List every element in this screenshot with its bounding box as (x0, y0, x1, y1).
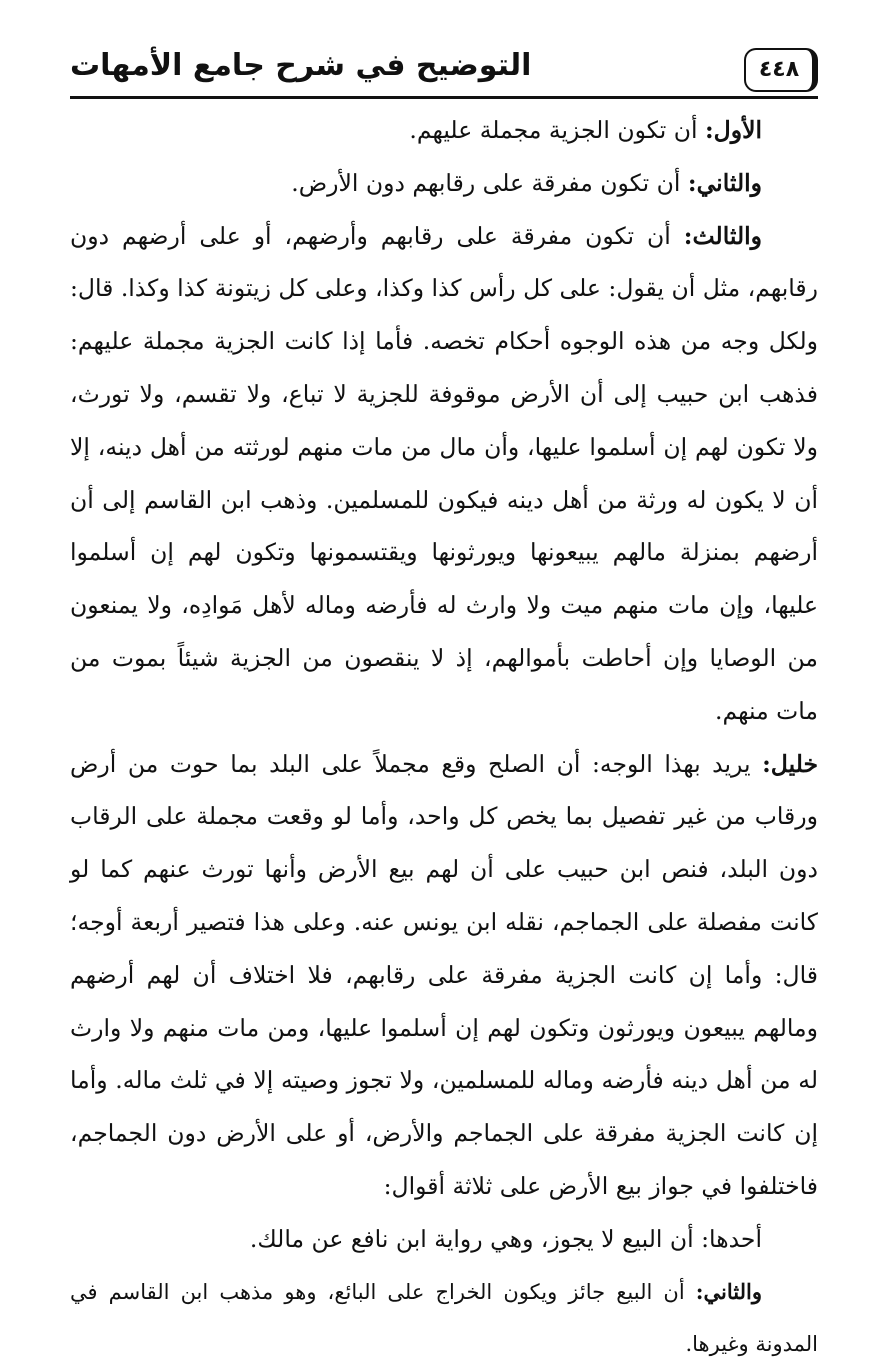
paragraph-text: أحدها: أن البيع لا يجوز، وهي رواية ابن نافع عن مالك. (249, 1224, 762, 1253)
paragraph-text: يريد بهذا الوجه: أن الصلح وقع مجملاً على البلد بما حوت من أرض ورقاب من غير تفصيل بما يخص كل واحد، وأما لو وقعت مجملة على الرقاب دون البلد، فنص ابن حبيب على أن لهم بيع الأرض وأنها تورث عنهم كما لو كانت مفصلة على الجماجم، نقله ابن يونس عنه. وعلى هذا فتصير أربعة أوجه؛ قال: وأما إن كانت الجزية مفرقة على رقابهم، فلا اختلاف أن لهم أرضهم ومالهم يبيعون ويورثون وتكون لهم إن أسلموا عليها، ومن مات منهم ولا وارث له من أهل دينه فأرضه وماله للمسلمين، ولا تجوز وصيته إلا في ثلث ماله. وأما إن كانت الجزية مفرقة على الجماجم والأرض، أو على الأرض دون الجماجم، فاختلفوا في جواز بيع الأرض على ثلاثة أقوال: (70, 749, 818, 1200)
paragraph-text: أن البيع جائز ويكون الخراج على البائع، وهو مذهب ابن القاسم في المدونة وغيرها. (70, 1279, 818, 1357)
paragraph-lead: الأول: (704, 116, 762, 144)
paragraph-lead: والثاني: (695, 1278, 762, 1304)
paragraph-opinion-two (70, 1266, 818, 1371)
paragraph-opinion-one (70, 1213, 818, 1266)
paragraph-text: أن تكون مفرقة على رقابهم وأرضهم، أو على أرضهم دون رقابهم، مثل أن يقول: على كل رأس كذا وكذا، وعلى كل زيتونة كذا وكذا. قال: ولكل وجه من هذه الوجوه أحكام تخصه. فأما إذا كانت الجزية مجملة عليهم: فذهب ابن حبيب إلى أن الأرض موقوفة للجزية لا تباع، ولا تقسم، ولا تورث، ولا تكون لهم إن أسلموا عليها، وأن مال من مات منهم لورثته من أهل دينه، إلا أن لا يكون له ورثة من أهل دينه فيكون للمسلمين. وذهب ابن القاسم إلى أن أرضهم بمنزلة مالهم يبيعونها ويورثونها ويقتسمونها وتكون لهم إن أسلموا عليها، وإن مات منهم ميت ولا وارث له فأرضه وماله لأهل مَوادِه، ولا يمنعون من الوصايا وإن أحاطت بأموالهم، إذ لا ينقصون من الجزية شيئاً بموت من مات منهم. (69, 221, 818, 725)
paragraph-lead: خليل: (762, 749, 818, 778)
paragraph-commentary (70, 738, 818, 1213)
paragraph-text: أن تكون مفرقة على رقابهم دون الأرض. (291, 168, 688, 197)
paragraph-third (70, 210, 818, 738)
page-body (70, 104, 818, 1371)
paragraph-first (70, 104, 818, 157)
paragraph-lead: والثالث: (683, 221, 762, 250)
page-number-frame (744, 48, 818, 92)
paragraph-lead: والثاني: (687, 168, 762, 197)
header-rule (70, 96, 818, 99)
paragraph-text: أن تكون الجزية مجملة عليهم. (409, 116, 705, 144)
paragraph-second (70, 157, 818, 210)
page-number: ٤٤٨ (758, 57, 800, 82)
page-header (70, 40, 818, 98)
running-title: التوضيح في شرح جامع الأمهات (70, 48, 532, 83)
